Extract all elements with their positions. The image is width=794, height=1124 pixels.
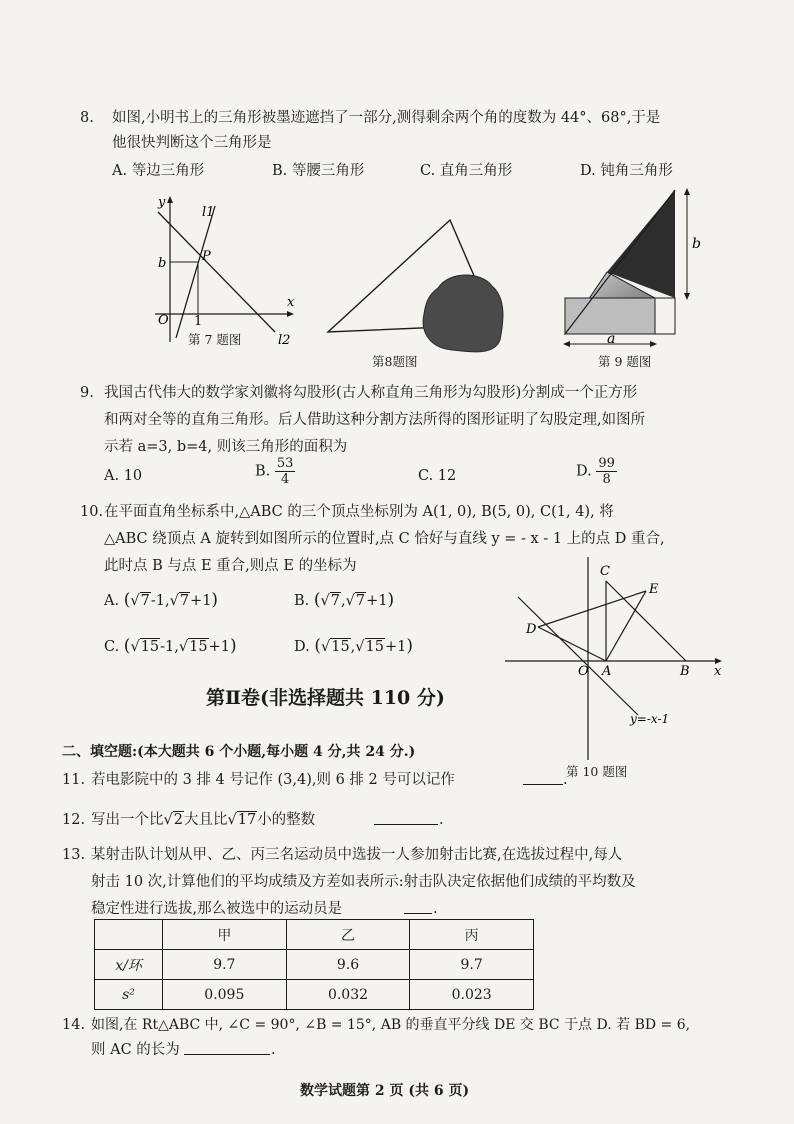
q10-line3: 此时点 B 与点 E 重合,则点 E 的坐标为 [104, 558, 357, 574]
fig7-label-b: b [158, 256, 167, 271]
fig10-label-c: C [600, 564, 610, 579]
q13-number: 13. [62, 847, 86, 863]
q13-score-table [94, 919, 534, 1010]
q9-option-b-numerator: 53 [276, 456, 294, 471]
q9-option-d-numerator: 99 [598, 456, 615, 471]
table-row [95, 980, 534, 1010]
table-header-cell: 丙 [410, 920, 534, 950]
q10-option-c-root1: 15 [140, 639, 160, 655]
fig10-label-x: x [714, 664, 722, 679]
fig7-label-l2: l2 [278, 333, 291, 348]
fig10-caption: 第 10 题图 [566, 764, 628, 779]
q10-line1: 在平面直角坐标系中,△ABC 的三个顶点坐标别为 A(1, 0), B(5, 0), C(1, 4), 将 [104, 504, 614, 520]
fig9-label-a: a [607, 331, 616, 347]
q10-option-a-root2: 7 [179, 593, 190, 609]
fig7-label-1: 1 [194, 314, 203, 329]
fig7-y-arrow [167, 196, 173, 203]
q13-line2: 射击 10 次,计算他们的平均成绩及方差如表所示:射击队决定依据他们成绩的平均数及 [91, 874, 636, 890]
q14-number: 14. [62, 1017, 86, 1033]
table-row-label: x/环 [95, 950, 163, 980]
q10-option-b: B. (√7,√7+1) [294, 590, 395, 610]
q8-option-a: A. 等边三角形 [112, 163, 205, 179]
q10-option-d-plus: +1 [384, 639, 407, 655]
fig10-side-cb [606, 581, 686, 661]
q9-option-c: C. 12 [418, 468, 457, 484]
table-header-cell: 乙 [286, 920, 410, 950]
q9-line3: 示若 a=3, b=4, 则该三角形的面积为 [104, 439, 348, 455]
q13-line3: 稳定性进行选拔,那么被选中的运动员是 [91, 901, 343, 917]
q11-text: 若电影院中的 3 排 4 号记作 (3,4),则 6 排 2 号可以记作 [91, 772, 455, 788]
q10-option-b-root2: 7 [355, 593, 366, 609]
fig9-side-square [655, 298, 675, 334]
q12-answer-blank[interactable] [374, 824, 438, 825]
q10-number: 10. [80, 504, 104, 520]
fig10-label-o: O [578, 664, 589, 679]
q10-option-c: C. (√15-1,√15+1) [104, 636, 237, 656]
q8-number: 8. [80, 110, 94, 126]
q13-end: . [433, 901, 438, 917]
page-footer: 数学试题第 2 页 (共 6 页) [300, 1083, 470, 1099]
fig10-line [518, 597, 638, 715]
q12-root2: 17 [237, 812, 257, 828]
q9-option-d-letter: D. [576, 463, 592, 480]
table-cell: 9.7 [163, 950, 287, 980]
q9-option-d-denominator: 8 [602, 472, 611, 487]
q10-option-d: D. (√15,√15+1) [294, 636, 413, 656]
q11-number: 11. [62, 772, 86, 788]
fig10-label-line: y=-x-1 [630, 712, 670, 726]
q10-option-b-comma: , [341, 593, 346, 609]
section2-title: 二、填空题:(本大题共 6 个小题,每小题 4 分,共 24 分.) [62, 744, 416, 760]
table-row [95, 950, 534, 980]
table-cell: 9.6 [286, 950, 410, 980]
table-header-cell [95, 920, 163, 950]
q9-number: 9. [80, 385, 94, 401]
q11-answer-blank[interactable] [523, 784, 563, 785]
q9-option-d [576, 456, 617, 487]
q8-option-b: B. 等腰三角形 [272, 163, 365, 179]
fig8-caption: 第8题图 [372, 354, 418, 369]
q12-root1: 2 [173, 812, 183, 828]
q10-option-c-minus: -1, [160, 639, 179, 655]
fig7-caption: 第 7 题图 [188, 332, 242, 347]
q8-option-c: C. 直角三角形 [420, 163, 513, 179]
figure-9 [555, 186, 705, 356]
q10-option-b-letter: B. [294, 593, 310, 609]
q10-option-b-root1: 7 [330, 593, 340, 609]
q10-option-a-plus: +1 [190, 593, 212, 609]
table-row-label: s² [95, 980, 163, 1010]
q9-option-a: A. 10 [104, 468, 143, 484]
q12-end: . [439, 812, 444, 828]
table-cell: 0.032 [286, 980, 410, 1010]
q10-option-b-plus: +1 [366, 593, 388, 609]
q10-option-a-letter: A. [104, 593, 120, 609]
q10-option-c-root2: 15 [189, 639, 208, 655]
q12-part1: 写出一个比 [91, 812, 164, 828]
q9-option-d-fraction [596, 456, 617, 487]
q12-part3: 小的整数 [257, 812, 316, 828]
q14-line1: 如图,在 Rt△ABC 中, ∠C = 90°, ∠B = 15°, AB 的垂直平分线 DE 交 BC 于点 D. 若 BD = 6, [91, 1017, 691, 1033]
table-cell: 0.095 [163, 980, 287, 1010]
fig7-label-y: y [158, 195, 166, 210]
q12-number: 12. [62, 812, 86, 828]
table-header-cell: 甲 [163, 920, 287, 950]
q13-line1: 某射击队计划从甲、乙、丙三名运动员中选拔一人参加射击比赛,在选拔过程中,每人 [91, 847, 623, 863]
q12-text: 写出一个比√2大且比√17小的整数 [91, 812, 316, 828]
fig7-label-p: P [202, 249, 211, 264]
q14-line2: 则 AC 的长为 [91, 1042, 180, 1058]
table-header-row [95, 920, 534, 950]
q10-option-d-comma: , [350, 639, 356, 655]
q10-option-a-minus: -1, [150, 593, 170, 609]
q8-line2: 他很快判断这个三角形是 [112, 135, 272, 151]
q9-option-b-letter: B. [255, 463, 271, 480]
part2-title: 第Ⅱ卷(非选择题共 110 分) [206, 687, 445, 709]
q10-option-c-plus: +1 [208, 639, 230, 655]
q8-option-d: D. 钝角三角形 [580, 163, 673, 179]
q10-option-d-letter: D. [294, 639, 310, 655]
q10-option-d-root1: 15 [331, 639, 350, 655]
fig10-side-ad [538, 627, 606, 661]
fig9-b-arrow-bottom [684, 293, 690, 300]
q9-option-b-fraction [275, 456, 296, 487]
fig7-label-x: x [287, 295, 295, 310]
figure-10 [500, 555, 730, 785]
fig9-b-arrow-top [684, 188, 690, 195]
fig10-label-a: A [602, 664, 612, 679]
figure-8 [320, 200, 520, 360]
fig7-label-o: O [158, 313, 169, 328]
fig7-x-arrow [287, 311, 294, 317]
fig7-label-l1: l1 [202, 205, 215, 220]
q10-option-c-letter: C. [104, 639, 120, 655]
q9-option-b-denominator: 4 [281, 472, 290, 487]
fig9-a-arrow-left [563, 341, 570, 347]
fig9-label-b: b [692, 236, 701, 252]
fig9-a-arrow-right [650, 341, 657, 347]
q10-line2: △ABC 绕顶点 A 旋转到如图所示的位置时,点 C 恰好与直线 y = - x - 1 上的点 D 重合, [104, 531, 665, 547]
q14-end: . [271, 1042, 276, 1058]
table-cell: 0.023 [410, 980, 534, 1010]
q10-option-d-root2: 15 [365, 639, 384, 655]
fig10-label-e: E [649, 582, 659, 597]
q14-answer-blank[interactable] [184, 1054, 270, 1055]
figure-7 [140, 192, 300, 350]
q9-option-b [255, 456, 295, 487]
fig8-ink-blot [423, 275, 503, 352]
q10-option-a-root1: 7 [140, 593, 150, 609]
q9-line1: 我国古代伟大的数学家刘徽将勾股形(古人称直角三角形为勾股形)分割成一个正方形 [104, 385, 638, 401]
fig10-label-d: D [526, 622, 537, 637]
fig10-side-de [538, 591, 646, 627]
fig9-caption: 第 9 题图 [598, 354, 652, 369]
q8-line1: 如图,小明书上的三角形被墨迹遮挡了一部分,测得剩余两个角的度数为 44°、68°,于是 [112, 110, 661, 126]
q11-end: . [563, 772, 568, 788]
q9-line2: 和两对全等的直角三角形。后人借助这种分割方法所得的图形证明了勾股定理,如图所 [104, 412, 646, 428]
fig10-label-b: B [680, 664, 690, 679]
q13-answer-blank[interactable] [404, 913, 432, 914]
q12-part2: 大且比 [183, 812, 228, 828]
table-cell: 9.7 [410, 950, 534, 980]
q10-option-a: A. (√7-1,√7+1) [104, 590, 219, 610]
